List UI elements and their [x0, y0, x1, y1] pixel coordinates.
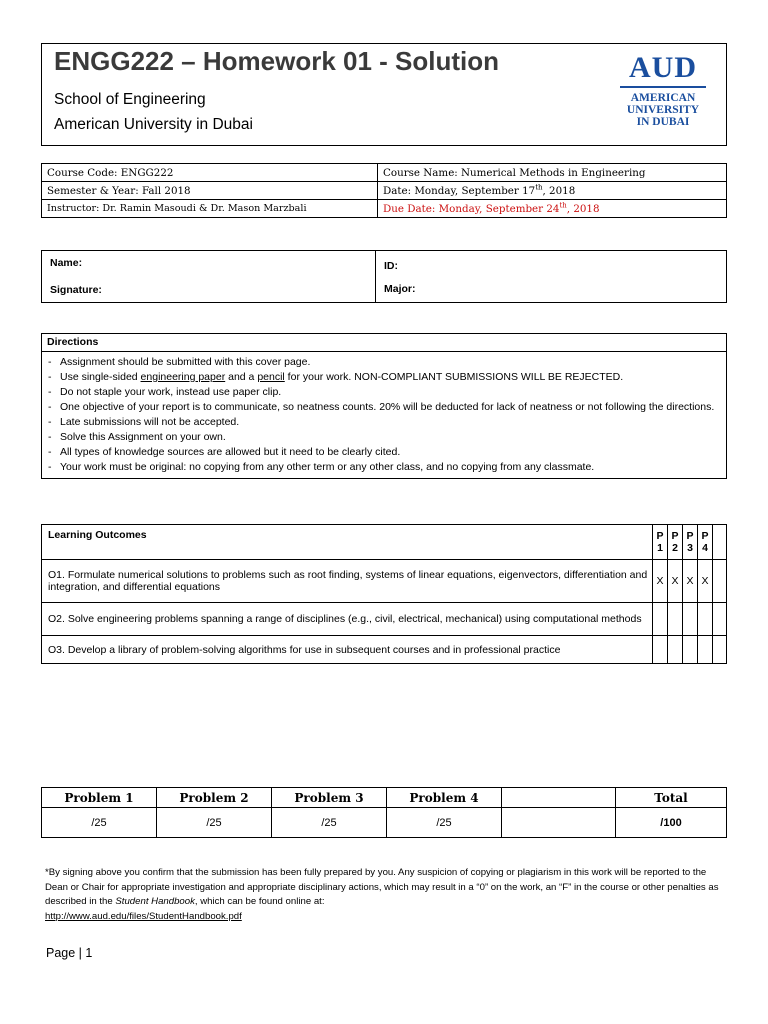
logo-line-3: IN DUBAI — [636, 116, 690, 128]
total-score[interactable]: /100 — [616, 808, 727, 838]
direction-item: - Do not staple your work, instead use paper clip. — [48, 385, 722, 400]
direction-item: - Assignment should be submitted with this cover page. — [48, 355, 722, 370]
course-name: Course Name: Numerical Methods in Engineering — [378, 164, 727, 182]
aud-logo — [614, 52, 712, 136]
school-name: School of Engineering — [54, 91, 206, 108]
outcome-mark — [653, 603, 668, 636]
problem-3-header: Problem 3 — [272, 788, 387, 808]
name-signature-cell[interactable] — [42, 251, 376, 303]
outcome-row-text: O1. Formulate numerical solutions to problems such as root finding, systems of linear equations, eigenvectors, differentiation and integration, and differential equations — [42, 560, 653, 603]
problem-2-header: Problem 2 — [157, 788, 272, 808]
major-label: Major: — [384, 283, 416, 295]
problem-1-score[interactable]: /25 — [42, 808, 157, 838]
outcome-column-p1: P 1 — [653, 525, 668, 560]
outcome-mark: X — [698, 560, 713, 603]
learning-outcomes-table — [41, 524, 727, 664]
problem-4-score[interactable]: /25 — [387, 808, 502, 838]
direction-item: - Late submissions will not be accepted. — [48, 415, 722, 430]
pencil-text: pencil — [257, 371, 285, 383]
directions-list — [42, 352, 726, 478]
student-info-table — [41, 250, 727, 303]
logo-abbreviation: AUD — [629, 51, 697, 84]
document-title: ENGG222 – Homework 01 - Solution — [54, 46, 499, 76]
instructors: Instructor: Dr. Ramin Masoudi & Dr. Mason Marzbali — [42, 200, 378, 218]
student-handbook-title: Student Handbook — [115, 896, 195, 907]
total-header: Total — [616, 788, 727, 808]
university-name: American University in Dubai — [54, 116, 253, 133]
directions-box — [41, 333, 727, 479]
assignment-date: Date: Monday, September 17th, 2018 — [378, 182, 727, 200]
due-date: Due Date: Monday, September 24th, 2018 — [378, 200, 727, 218]
directions-heading: Directions — [42, 334, 726, 352]
outcome-mark — [668, 603, 683, 636]
outcome-mark — [683, 603, 698, 636]
outcome-mark: X — [668, 560, 683, 603]
blank-score — [502, 808, 616, 838]
header-box — [41, 43, 727, 146]
score-table — [41, 787, 727, 838]
problem-4-header: Problem 4 — [387, 788, 502, 808]
direction-item: - Use single-sided engineering paper and a pencil for your work. NON-COMPLIANT SUBMISSIONS WILL BE REJECTED. — [48, 370, 722, 385]
page-number: Page | 1 — [46, 946, 93, 960]
outcome-column-p3: P 3 — [683, 525, 698, 560]
problem-1-header: Problem 1 — [42, 788, 157, 808]
id-label: ID: — [384, 260, 398, 272]
outcome-mark — [653, 636, 668, 664]
outcome-spacer-cell — [713, 525, 727, 560]
semester-year: Semester & Year: Fall 2018 — [42, 182, 378, 200]
outcome-mark — [683, 636, 698, 664]
course-code: Course Code: ENGG222 — [42, 164, 378, 182]
outcome-column-p2: P 2 — [668, 525, 683, 560]
outcome-row-text: O2. Solve engineering problems spanning a range of disciplines (e.g., civil, electrical, mechanical) using computational methods — [42, 603, 653, 636]
engineering-paper-text: engineering paper — [140, 371, 226, 383]
signature-footnote: *By signing above you confirm that the submission has been fully prepared by you. Any suspicion of copying or plagiarism in this work will be reported to the Dean or Chair for appropriate investigation and appropriate disciplinary actions, which may result in a “0” on the work, an “F” in the course or other penalties as described in the Student Handbook, which can be found online at: http://www.aud.edu/files/StudentHandbook.pdf — [45, 867, 719, 922]
logo-line-2: UNIVERSITY — [626, 104, 700, 116]
outcome-mark: X — [683, 560, 698, 603]
name-label: Name: — [50, 257, 83, 269]
outcome-column-p4: P 4 — [698, 525, 713, 560]
id-major-cell[interactable] — [376, 251, 727, 303]
outcome-mark — [698, 603, 713, 636]
problem-2-score[interactable]: /25 — [157, 808, 272, 838]
outcome-mark — [668, 636, 683, 664]
problem-3-score[interactable]: /25 — [272, 808, 387, 838]
course-info-table — [41, 163, 727, 218]
logo-line-1: AMERICAN — [630, 92, 696, 104]
outcome-row-text: O3. Develop a library of problem-solving algorithms for use in subsequent courses and in professional practice — [42, 636, 653, 664]
signature-label: Signature: — [50, 284, 102, 296]
outcome-mark — [698, 636, 713, 664]
direction-item: - Your work must be original: no copying from any other term or any other class, and no copying from any classmate. — [48, 460, 722, 475]
outcome-spacer-cell — [713, 560, 727, 603]
outcome-spacer-cell — [713, 636, 727, 664]
blank-header — [502, 788, 616, 808]
outcome-mark: X — [653, 560, 668, 603]
student-handbook-link[interactable]: http://www.aud.edu/files/StudentHandbook.pdf — [45, 910, 242, 922]
direction-item: - One objective of your report is to communicate, so neatness counts. 20% will be deducted for lack of neatness or not following the directions. — [48, 400, 722, 415]
logo-rule — [620, 86, 706, 88]
learning-outcomes-heading: Learning Outcomes — [42, 525, 653, 560]
outcome-spacer-cell — [713, 603, 727, 636]
direction-item: - Solve this Assignment on your own. — [48, 430, 722, 445]
direction-item: - All types of knowledge sources are allowed but it need to be clearly cited. — [48, 445, 722, 460]
